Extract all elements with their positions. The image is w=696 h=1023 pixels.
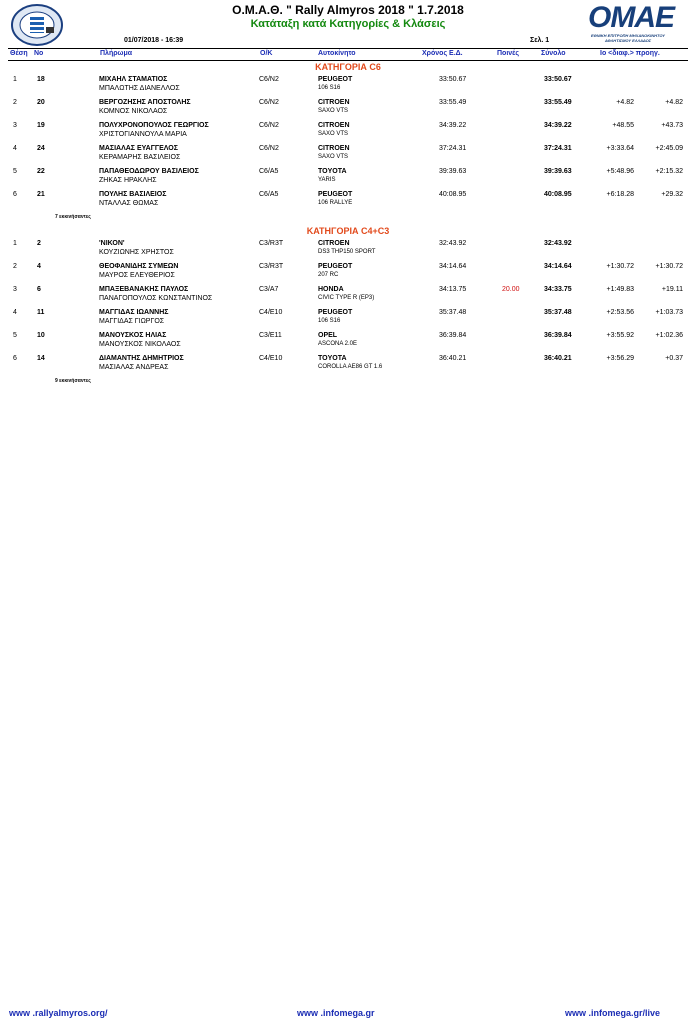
diff-first: +1:30.72 bbox=[606, 263, 634, 270]
position: 4 bbox=[13, 309, 17, 316]
position: 5 bbox=[13, 332, 17, 339]
car-model: CIVIC TYPE R (EP3) bbox=[318, 295, 375, 301]
car-make: PEUGEOT bbox=[318, 191, 353, 198]
report-datetime: 01/07/2018 - 16:39 bbox=[124, 37, 184, 44]
car-make: PEUGEOT bbox=[318, 76, 353, 83]
codriver-name: ΖΗΚΑΣ ΗΡΑΚΛΗΣ bbox=[99, 177, 157, 184]
car-number: 20 bbox=[37, 99, 45, 106]
position: 3 bbox=[13, 122, 17, 129]
car-number: 14 bbox=[37, 355, 45, 362]
group-class: C3/R3T bbox=[259, 240, 284, 247]
stage-time: 36:40.21 bbox=[439, 355, 467, 362]
group-class: C6/A5 bbox=[259, 168, 279, 175]
car-model: COROLLA AE86 GT 1.6 bbox=[318, 364, 383, 370]
codriver-name: ΜΠΑΛΩΤΗΣ ΔΙΑΝΕΛΛΟΣ bbox=[99, 85, 180, 92]
position: 6 bbox=[13, 191, 17, 198]
category-title: ΚΑΤΗΓΟΡΙΑ C6 bbox=[315, 62, 381, 72]
car-model: 106 S16 bbox=[318, 85, 341, 91]
group-class: C3/A7 bbox=[259, 286, 279, 293]
diff-first: +4.82 bbox=[616, 99, 634, 106]
car-model: SAXO VTS bbox=[318, 131, 349, 137]
total-time: 35:37.48 bbox=[544, 309, 572, 316]
position: 1 bbox=[13, 76, 17, 83]
car-model: ASCONA 2.0E bbox=[318, 341, 358, 347]
page-number: Σελ. 1 bbox=[530, 37, 550, 44]
col-header-diff: Ιο <διαφ.> προηγ. bbox=[600, 50, 660, 57]
car-model: DS3 THP150 SPORT bbox=[318, 249, 376, 255]
diff-first: +3:55.92 bbox=[606, 332, 634, 339]
car-model: SAXO VTS bbox=[318, 154, 349, 160]
diff-first: +6:18.28 bbox=[606, 191, 634, 198]
col-header-class: O/K bbox=[260, 50, 273, 57]
result-row bbox=[0, 99, 696, 121]
car-number: 21 bbox=[37, 191, 45, 198]
total-time: 37:24.31 bbox=[544, 145, 572, 152]
codriver-name: ΧΡΙΣΤΟΓΙΑΝΝΟΥΛΑ ΜΑΡΙΑ bbox=[99, 131, 187, 138]
codriver-name: ΜΑΥΡΟΣ ΕΛΕΥΘΕΡΙΟΣ bbox=[99, 272, 175, 279]
col-header-total: Σύνολο bbox=[541, 50, 566, 57]
penalty: 20.00 bbox=[502, 286, 520, 293]
group-class: C6/N2 bbox=[259, 122, 279, 129]
diff-previous: +0.37 bbox=[665, 355, 683, 362]
stage-time: 37:24.31 bbox=[439, 145, 467, 152]
diff-first: +5:48.96 bbox=[606, 168, 634, 175]
driver-name: ΜΑΝΟΥΣΚΟΣ ΗΛΙΑΣ bbox=[99, 332, 167, 339]
col-header-no: No bbox=[34, 50, 44, 57]
diff-previous: +19.11 bbox=[661, 286, 683, 293]
car-make: CITROEN bbox=[318, 122, 350, 129]
result-row bbox=[0, 355, 696, 377]
group-class: C6/A5 bbox=[259, 191, 279, 198]
footer-link-infomega[interactable]: www .infomega.gr bbox=[297, 1008, 375, 1018]
driver-name: ΒΕΡΓΟΖΗΣΗΣ ΑΠΟΣΤΟΛΗΣ bbox=[99, 99, 191, 106]
stage-time: 34:13.75 bbox=[439, 286, 467, 293]
codriver-name: ΠΑΝΑΓΟΠΟΥΛΟΣ ΚΩΝΣΤΑΝΤΙΝΟΣ bbox=[99, 295, 213, 302]
codriver-name: ΜΑΓΓΙΔΑΣ ΓΙΩΡΓΟΣ bbox=[99, 318, 165, 325]
total-time: 36:40.21 bbox=[544, 355, 572, 362]
car-number: 4 bbox=[37, 263, 41, 270]
stage-time: 36:39.84 bbox=[439, 332, 467, 339]
car-number: 10 bbox=[37, 332, 45, 339]
car-make: CITROEN bbox=[318, 145, 350, 152]
col-header-car: Αυτοκίνητο bbox=[318, 50, 356, 57]
result-row bbox=[0, 309, 696, 331]
position: 4 bbox=[13, 145, 17, 152]
codriver-name: ΜΑΣΙΑΛΑΣ ΑΝΔΡΕΑΣ bbox=[99, 364, 169, 371]
car-model: SAXO VTS bbox=[318, 108, 349, 114]
car-model: YARIS bbox=[318, 177, 336, 183]
total-time: 34:14.64 bbox=[544, 263, 572, 270]
diff-previous: +2:15.32 bbox=[655, 168, 683, 175]
group-class: C6/N2 bbox=[259, 145, 279, 152]
total-time: 34:39.22 bbox=[544, 122, 572, 129]
result-row bbox=[0, 263, 696, 285]
driver-name: ΠΑΠΑΘΕΟΔΩΡΟΥ ΒΑΣΙΛΕΙΟΣ bbox=[99, 168, 199, 175]
position: 2 bbox=[13, 99, 17, 106]
stage-time: 40:08.95 bbox=[439, 191, 467, 198]
diff-previous: +1:03.73 bbox=[655, 309, 683, 316]
diff-previous: +4.82 bbox=[665, 99, 683, 106]
driver-name: 'ΝΙΚΟΝ' bbox=[99, 240, 125, 247]
position: 1 bbox=[13, 240, 17, 247]
car-make: PEUGEOT bbox=[318, 263, 353, 270]
car-number: 19 bbox=[37, 122, 45, 129]
result-row bbox=[0, 191, 696, 213]
footer-link-rallyalmyros[interactable]: www .rallyalmyros.org/ bbox=[9, 1008, 108, 1018]
stage-time: 32:43.92 bbox=[439, 240, 467, 247]
stage-time: 34:39.22 bbox=[439, 122, 467, 129]
page-title: Ο.Μ.Α.Θ. " Rally Almyros 2018 " 1.7.2018 bbox=[232, 3, 464, 17]
diff-previous: +1:02.36 bbox=[655, 332, 683, 339]
group-class: C4/E10 bbox=[259, 355, 283, 362]
codriver-name: ΜΑΝΟΥΣΚΟΣ ΝΙΚΟΛΑΟΣ bbox=[99, 341, 181, 348]
stage-time: 35:37.48 bbox=[439, 309, 467, 316]
car-model: 106 RALLYE bbox=[318, 200, 353, 206]
starters-count: 7 εκκινήσαντες bbox=[55, 214, 91, 220]
car-number: 18 bbox=[37, 76, 45, 83]
diff-first: +3:33.64 bbox=[606, 145, 634, 152]
car-make: TOYOTA bbox=[318, 168, 347, 175]
car-make: CITROEN bbox=[318, 99, 350, 106]
result-row bbox=[0, 122, 696, 144]
diff-first: +3:56.29 bbox=[606, 355, 634, 362]
car-number: 24 bbox=[37, 145, 45, 152]
total-time: 40:08.95 bbox=[544, 191, 572, 198]
position: 6 bbox=[13, 355, 17, 362]
col-header-penalties: Ποινές bbox=[497, 50, 519, 57]
car-number: 2 bbox=[37, 240, 41, 247]
driver-name: ΜΑΓΓΙΔΑΣ ΙΩΑΝΝΗΣ bbox=[99, 309, 169, 316]
car-model: 207 RC bbox=[318, 272, 339, 278]
car-number: 6 bbox=[37, 286, 41, 293]
codriver-name: ΚΟΥΖΙΩΝΗΣ ΧΡΗΣΤΟΣ bbox=[99, 249, 174, 256]
total-time: 39:39.63 bbox=[544, 168, 572, 175]
diff-previous: +1:30.72 bbox=[655, 263, 683, 270]
result-row bbox=[0, 76, 696, 98]
category-title: ΚΑΤΗΓΟΡΙΑ C4+C3 bbox=[306, 226, 390, 236]
stage-time: 34:14.64 bbox=[439, 263, 467, 270]
position: 5 bbox=[13, 168, 17, 175]
stage-time: 33:50.67 bbox=[439, 76, 467, 83]
driver-name: ΘΕΟΦΑΝΙΔΗΣ ΣΥΜΕΩΝ bbox=[99, 263, 179, 270]
result-row bbox=[0, 286, 696, 308]
driver-name: ΠΟΥΛΗΣ ΒΑΣΙΛΕΙΟΣ bbox=[99, 191, 167, 198]
car-make: HONDA bbox=[318, 286, 344, 293]
car-make: OPEL bbox=[318, 332, 338, 339]
car-make: CITROEN bbox=[318, 240, 350, 247]
codriver-name: ΚΕΡΑΜΑΡΗΣ ΒΑΣΙΛΕΙΟΣ bbox=[99, 154, 181, 161]
codriver-name: ΝΤΑΛΛΑΣ ΘΩΜΑΣ bbox=[99, 200, 159, 207]
footer-link-infomega-live[interactable]: www .infomega.gr/live bbox=[565, 1008, 661, 1018]
driver-name: ΜΙΧΑΗΛ ΣΤΑΜΑΤΙΟΣ bbox=[99, 76, 168, 83]
car-make: PEUGEOT bbox=[318, 309, 353, 316]
diff-previous: +2:45.09 bbox=[655, 145, 683, 152]
page-subtitle: Κατάταξη κατά Κατηγορίες & Κλάσεις bbox=[250, 18, 446, 30]
diff-first: +1:49.83 bbox=[606, 286, 634, 293]
codriver-name: ΚΟΜΝΟΣ ΝΙΚΟΛΑΟΣ bbox=[99, 108, 168, 115]
group-class: C3/E11 bbox=[259, 332, 282, 339]
total-time: 36:39.84 bbox=[544, 332, 572, 339]
car-number: 22 bbox=[37, 168, 45, 175]
omae-logo-text: OMAE bbox=[588, 1, 674, 34]
total-time: 34:33.75 bbox=[544, 286, 572, 293]
position: 3 bbox=[13, 286, 17, 293]
position: 2 bbox=[13, 263, 17, 270]
group-class: C6/N2 bbox=[259, 76, 279, 83]
driver-name: ΔΙΑΜΑΝΤΗΣ ΔΗΜΗΤΡΙΟΣ bbox=[99, 355, 184, 362]
driver-name: ΠΟΛΥΧΡΟΝΟΠΟΥΛΟΣ ΓΕΩΡΓΙΟΣ bbox=[99, 122, 209, 129]
group-class: C4/E10 bbox=[259, 309, 283, 316]
driver-name: ΜΑΣΙΑΛΑΣ ΕΥΑΓΓΕΛΟΣ bbox=[99, 145, 178, 152]
group-class: C6/N2 bbox=[259, 99, 279, 106]
col-header-stage-times: Χρόνος Ε.Δ. bbox=[422, 50, 463, 57]
total-time: 33:55.49 bbox=[544, 99, 572, 106]
result-row bbox=[0, 168, 696, 190]
car-number: 11 bbox=[37, 309, 45, 316]
group-class: C3/R3T bbox=[259, 263, 284, 270]
column-header-row bbox=[8, 48, 688, 61]
result-row bbox=[0, 145, 696, 167]
car-model: 106 S16 bbox=[318, 318, 341, 324]
diff-first: +2:53.56 bbox=[606, 309, 634, 316]
omae-logo-subtext: ΕΘΝΙΚΗ ΕΠΙΤΡΟΠΗ ΜΗΧΑΝΟΚΙΝΗΤΟΥ ΑΘΛΗΤΙΣΜΟΥ ΕΛΛΑΔΟΣ bbox=[591, 33, 665, 43]
result-row bbox=[0, 332, 696, 354]
diff-previous: +29.32 bbox=[661, 191, 683, 198]
stage-time: 33:55.49 bbox=[439, 99, 467, 106]
col-header-pos: Θέση bbox=[10, 50, 28, 57]
total-time: 33:50.67 bbox=[544, 76, 572, 83]
col-header-crew: Πλήρωμα bbox=[100, 50, 133, 57]
total-time: 32:43.92 bbox=[544, 240, 572, 247]
diff-first: +48.55 bbox=[612, 122, 634, 129]
car-make: TOYOTA bbox=[318, 355, 347, 362]
starters-count: 9 εκκινήσαντες bbox=[55, 378, 91, 384]
diff-previous: +43.73 bbox=[661, 122, 683, 129]
driver-name: ΜΠΑΞΕΒΑΝΑΚΗΣ ΠΑΥΛΟΣ bbox=[99, 286, 189, 293]
result-row bbox=[0, 240, 696, 262]
stage-time: 39:39.63 bbox=[439, 168, 467, 175]
